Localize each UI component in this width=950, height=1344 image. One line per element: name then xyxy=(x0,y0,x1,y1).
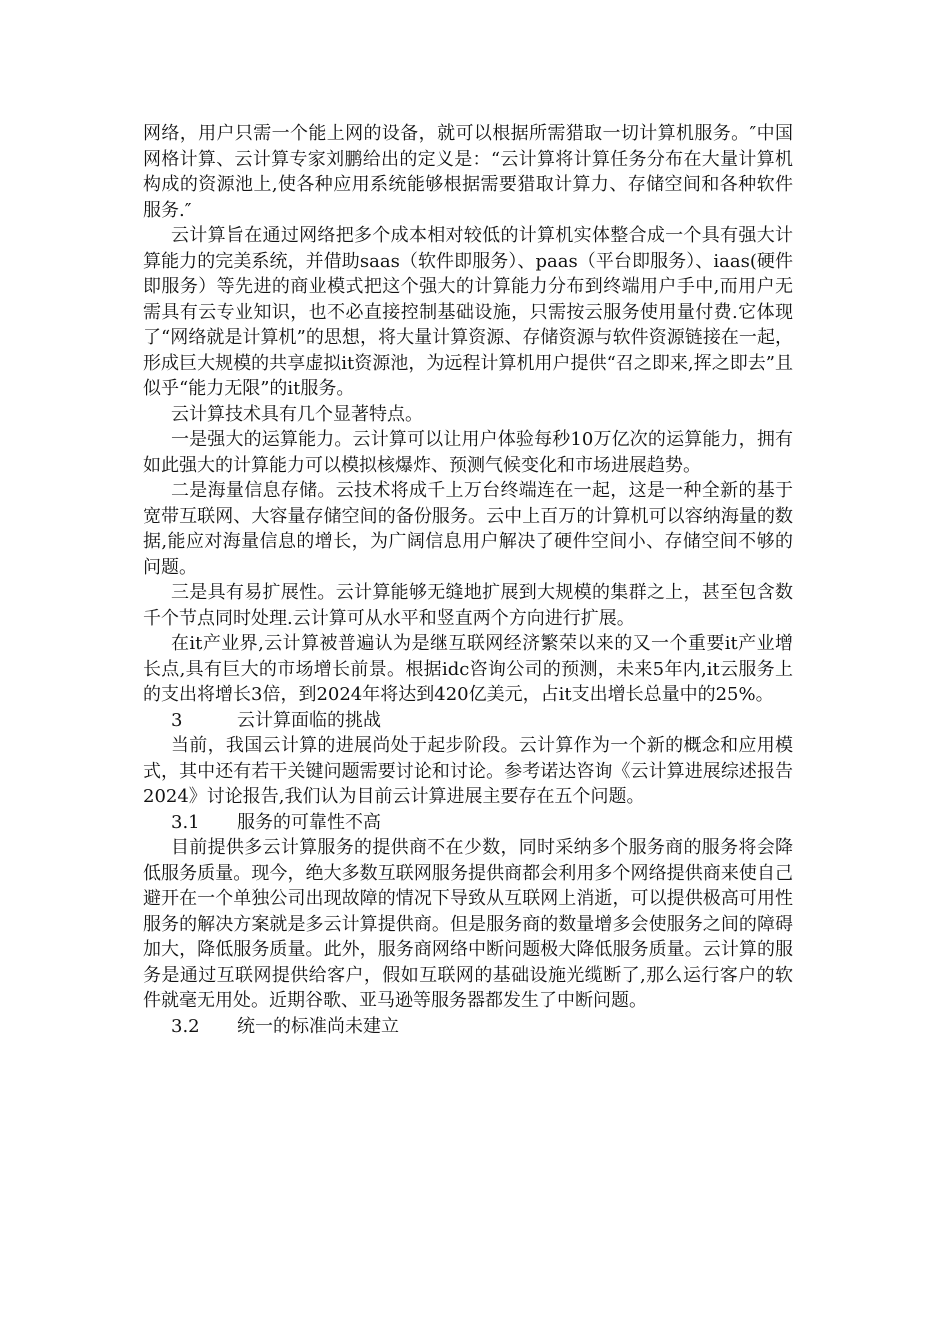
section-heading-3-2 xyxy=(143,1014,793,1040)
paragraph-reliability: 目前提供多云计算服务的提供商不在少数，同时采纳多个服务商的服务将会降低服务质量。现今，绝大多数互联网服务提供商都会利用多个网络提供商来使自己避开在一个单独公司出现故障的情况下导致从互联网上消逝，可以提供极高可用性服务的解决方案就是多云计算提供商。但是服务商的数量增多会使服务之间的障碍加大，降低服务质量。此外，服务商网络中断问题极大降低服务质量。云计算的服务是通过互联网提供给客户，假如互联网的基础设施光缆断了,那么运行客户的软件就毫无用处。近期谷歌、亚马逊等服务器都发生了中断问题。 xyxy=(143,837,793,1011)
paragraph-features-intro: 云计算技术具有几个显著特点。 xyxy=(171,403,423,425)
paragraph-cloud-definition: 网络，用户只需一个能上网的设备，就可以根据所需猎取一切计算机服务。″中国网格计算、云计算专家刘鹏给出的定义是：“云计算将计算任务分布在大量计算机构成的资源池上,使各种应用系统能够根据需要猎取计算力、存储空间和各种软件服务.″ xyxy=(143,123,793,221)
section-number: 3.2 xyxy=(171,1015,200,1037)
document-body xyxy=(143,121,793,1039)
section-title: 统一的标准尚未建立 xyxy=(237,1015,399,1037)
section-title: 服务的可靠性不高 xyxy=(237,811,381,833)
paragraph-it-industry: 在it产业界,云计算被普遍认为是继互联网经济繁荣以来的又一个重要it产业增长点,具有巨大的市场增长前景。根据idc咨询公司的预测，未来5年内,it云服务上的支出将增长3倍，到2024年将达到420亿美元，占it支出增长总量中的25%。 xyxy=(143,633,793,705)
section-number: 3 xyxy=(171,709,183,731)
paragraph-feature-scalability: 三是具有易扩展性。云计算能够无缝地扩展到大规模的集群之上，甚至包含数千个节点同时处理.云计算可从水平和竖直两个方向进行扩展。 xyxy=(143,582,793,629)
paragraph-challenges-intro: 当前，我国云计算的进展尚处于起步阶段。云计算作为一个新的概念和应用模式，其中还有若干关键问题需要讨论和讨论。参考诺达咨询《云计算进展综述报告2024》讨论报告,我们认为目前云计算进展主要存在五个问题。 xyxy=(143,735,793,807)
section-title: 云计算面临的挑战 xyxy=(237,709,381,731)
section-heading-3-1 xyxy=(143,810,793,836)
section-heading-3 xyxy=(143,708,793,734)
section-number: 3.1 xyxy=(171,811,200,833)
paragraph-cloud-purpose: 云计算旨在通过网络把多个成本相对较低的计算机实体整合成一个具有强大计算能力的完美系统，并借助saas（软件即服务）、paas（平台即服务）、iaas(硬件即服务）等先进的商业模式把这个强大的计算能力分布到终端用户手中,而用户无需具有云专业知识，也不必直接控制基础设施，只需按云服务使用量付费.它体现了“网络就是计算机”的思想，将大量计算资源、存储资源与软件资源链接在一起，形成巨大规模的共享虚拟it资源池，为远程计算机用户提供“召之即来,挥之即去”且似乎“能力无限”的it服务。 xyxy=(143,225,793,399)
paragraph-feature-storage: 二是海量信息存储。云技术将成千上万台终端连在一起，这是一种全新的基于宽带互联网、大容量存储空间的备份服务。云中上百万的计算机可以容纳海量的数据,能应对海量信息的增长，为广阔信息用户解决了硬件空间小、存储空间不够的问题。 xyxy=(143,480,793,578)
paragraph-feature-computing: 一是强大的运算能力。云计算可以让用户体验每秒10万亿次的运算能力，拥有如此强大的计算能力可以模拟核爆炸、预测气候变化和市场进展趋势。 xyxy=(143,429,793,476)
